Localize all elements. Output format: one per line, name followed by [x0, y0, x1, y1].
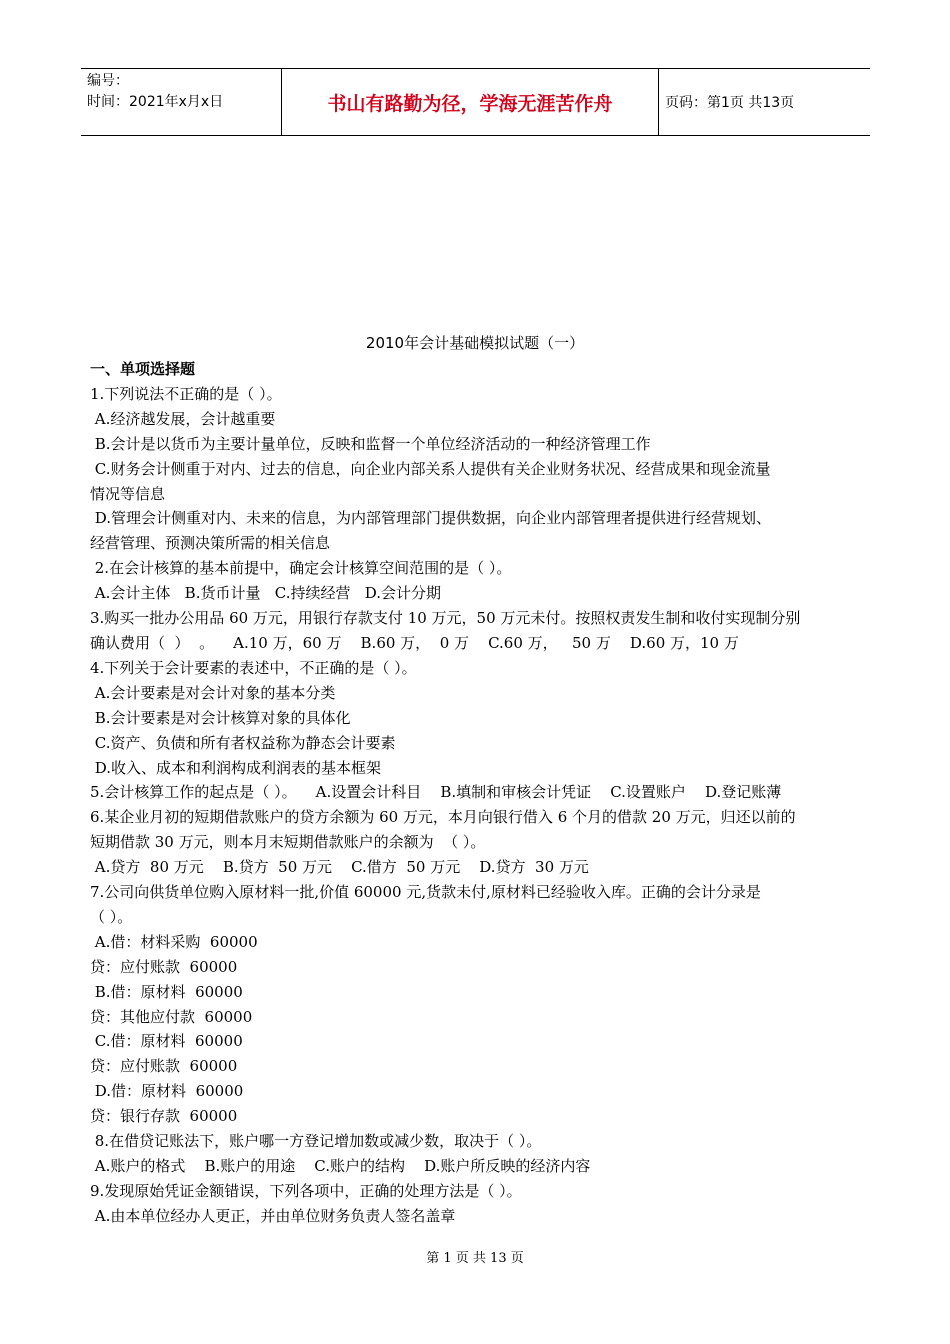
text-line: 7.公司向供货单位购入原材料一批,价值 60000 元,货款未付,原材料已经验收入库。正确的会计分录是 [90, 883, 761, 902]
text-line: 2.在会计核算的基本前提中，确定会计核算空间范围的是（ ）。 [90, 559, 512, 578]
header-page-info: 页码：第1页 共13页 [665, 95, 795, 111]
number-label: 编号： [87, 73, 129, 89]
text-line: 4.下列关于会计要素的表述中，不正确的是（ ）。 [90, 658, 417, 677]
text-line: B.会计是以货币为主要计量单位，反映和监督一个单位经济活动的一种经济管理工作 [90, 434, 651, 453]
text-line: B.借：原材料 60000 [90, 982, 243, 1001]
text-line: 贷：银行存款 60000 [90, 1107, 238, 1126]
text-line: A.会计主体 B.货币计量 C.持续经营 D.会计分期 [90, 584, 442, 603]
text-line: 短期借款 30 万元，则本月末短期借款账户的余额为 （ ）。 [90, 833, 486, 852]
header-meta [81, 69, 281, 135]
text-line: 贷：应付账款 60000 [90, 1057, 238, 1076]
text-line: 5.会计核算工作的起点是（ ）。 A.设置会计科目 B.填制和审核会计凭证 C.设置账户 D.登记账薄 [90, 783, 782, 802]
text-line: 情况等信息 [90, 484, 166, 503]
text-line: D.借：原材料 60000 [90, 1082, 244, 1101]
text-line: C.借：原材料 60000 [90, 1032, 243, 1051]
text-line: D.管理会计侧重对内、未来的信息，为内部管理部门提供数据，向企业内部管理者提供进行经营规划、 [90, 509, 772, 528]
text-line: B.会计要素是对会计核算对象的具体化 [90, 708, 351, 727]
text-line: A.贷方 80 万元 B.贷方 50 万元 C.借方 50 万元 D.贷方 30 万元 [90, 858, 589, 877]
text-line: C.资产、负债和所有者权益称为静态会计要素 [90, 733, 396, 752]
text-line: 1.下列说法不正确的是（ ）。 [90, 384, 282, 403]
text-line: 确认费用（ ） 。 A.10 万，60 万 B.60 万， 0 万 C.60 万， 50 万 D.60 万，10 万 [90, 633, 739, 652]
text-line: 8.在借贷记账法下，账户哪一方登记增加数或减少数，取决于（ ）。 [90, 1132, 542, 1151]
text-line: C.财务会计侧重于对内、过去的信息，向企业内部关系人提供有关企业财务状况、经营成果和现金流量 [90, 459, 771, 478]
question-lines [90, 382, 870, 1229]
text-line: （ ）。 [90, 907, 133, 926]
text-line: A.由本单位经办人更正，并由单位财务负责人签名盖章 [90, 1206, 456, 1225]
text-line: 贷：其他应付款 60000 [90, 1007, 253, 1026]
page-header [81, 68, 870, 136]
text-line: A.会计要素是对会计对象的基本分类 [90, 683, 336, 702]
time-label: 时间：2021年x月x日 [87, 94, 224, 110]
text-line: A.借：材料采购 60000 [90, 932, 258, 951]
text-line: 3.购买一批办公用品 60 万元，用银行存款支付 10 万元，50 万元未付。按照权责发生制和收付实现制分别 [90, 609, 801, 628]
text-line: D.收入、成本和利润构成利润表的基本框架 [90, 758, 382, 777]
text-line: A.经济越发展，会计越重要 [90, 409, 276, 428]
text-line: 经营管理、预测决策所需的相关信息 [90, 534, 331, 553]
page-footer: 第 1 页 共 13 页 [426, 1251, 524, 1266]
question-body [90, 357, 870, 1229]
header-motto: 书山有路勤为径，学海无涯苦作舟 [281, 69, 659, 135]
section-heading: 一、单项选择题 [90, 360, 196, 378]
text-line: 贷：应付账款 60000 [90, 957, 238, 976]
text-line: A.账户的格式 B.账户的用途 C.账户的结构 D.账户所反映的经济内容 [90, 1157, 591, 1175]
text-line: 6.某企业月初的短期借款账户的贷方余额为 60 万元，本月向银行借入 6 个月的借款 20 万元，归还以前的 [90, 808, 796, 827]
document-title: 2010年会计基础模拟试题（一） [365, 334, 585, 352]
text-line: 9.发现原始凭证金额错误，下列各项中，正确的处理方法是（ ）。 [90, 1181, 522, 1200]
